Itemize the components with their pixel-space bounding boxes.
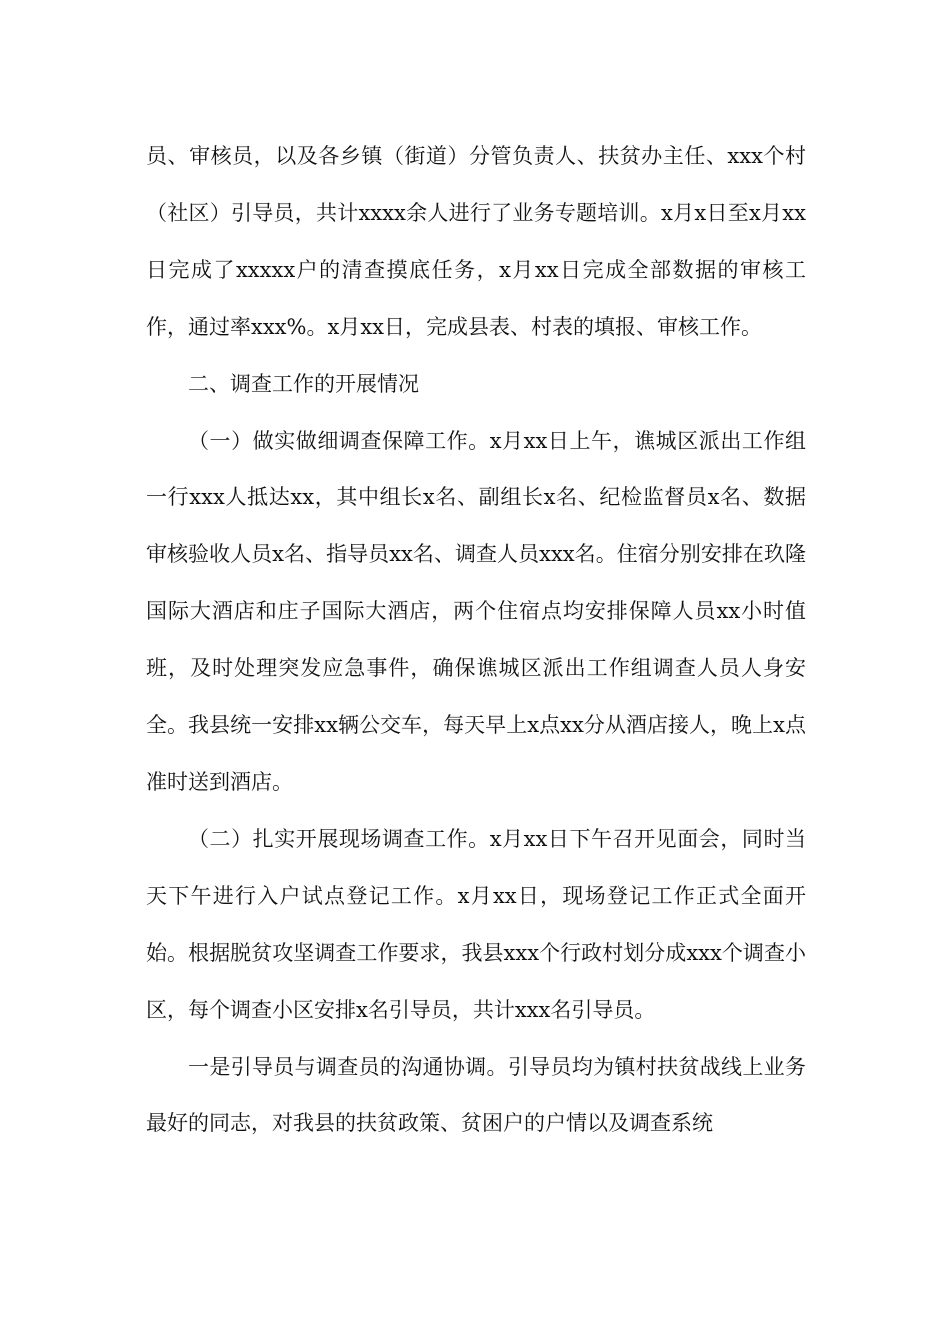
document-body (146, 128, 806, 1152)
paragraph-support-work: （一）做实做细调查保障工作。x月xx日上午，谯城区派出工作组一行xxx人抵达xx，其中组长x名、副组长x名、纪检监督员x名、数据审核验收人员x名、指导员xx名、调查人员xxx名。住宿分别安排在玖隆国际大酒店和庄子国际大酒店，两个住宿点均安排保障人员xx小时值班，及时处理突发应急事件，确保谯城区派出工作组调查人员人身安全。我县统一安排xx辆公交车，每天早上x点xx分从酒店接人，晚上x点准时送到酒店。 (146, 428, 806, 794)
section-heading: 二、调查工作的开展情况 (188, 371, 419, 396)
paragraph-field-survey: （二）扎实开展现场调查工作。x月xx日下午召开见面会，同时当天下午进行入户试点登记工作。x月xx日，现场登记工作正式全面开始。根据脱贫攻坚调查工作要求，我县xxx个行政村划分成xxx个调查小区，每个调查小区安排x名引导员，共计xxx名引导员。 (146, 826, 806, 1022)
paragraph-training: 员、审核员，以及各乡镇（街道）分管负责人、扶贫办主任、xxx个村（社区）引导员，共计xxxx余人进行了业务专题培训。x月x日至x月xx日完成了xxxxx户的清查摸底任务，x月xx日完成全部数据的审核工作，通过率xxx%。x月xx日，完成县表、村表的填报、审核工作。 (146, 144, 806, 339)
paragraph-guide-coordination: 一是引导员与调查员的沟通协调。引导员均为镇村扶贫战线上业务最好的同志，对我县的扶贫政策、贫困户的户情以及调查系统 (146, 1054, 806, 1136)
